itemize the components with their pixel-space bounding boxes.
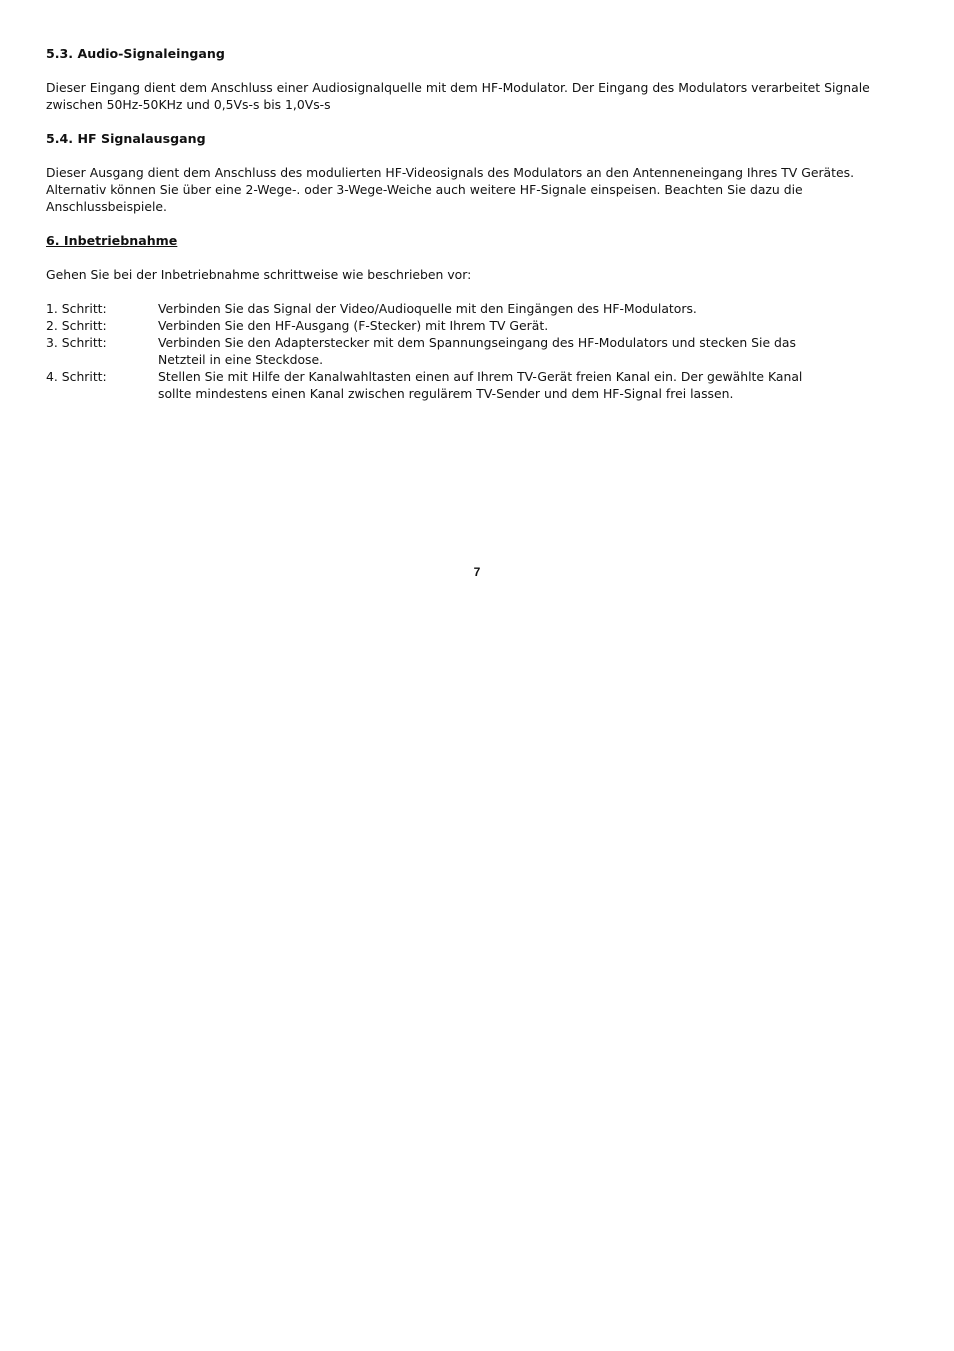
section-heading-rf-output: 5.4. HF Signalausgang (46, 131, 206, 146)
commissioning-intro: Gehen Sie bei der Inbetriebnahme schrittweise wie beschrieben vor: (46, 267, 472, 282)
document-page (46, 45, 916, 402)
step-list (46, 300, 916, 402)
rf-output-paragraph-1: Dieser Ausgang dient dem Anschluss des modulierten HF-Videosignals des Modulators an den Antenneneingang Ihres TV Gerätes. (46, 165, 855, 180)
step-text: Verbinden Sie das Signal der Video/Audioquelle mit den Eingängen des HF-Modulators. (158, 301, 697, 316)
page-number: 7 (473, 565, 481, 579)
step-text: Verbinden Sie den HF-Ausgang (F-Stecker) mit Ihrem TV Gerät. (158, 318, 549, 333)
step-label: 1. Schritt: (46, 301, 107, 316)
step-item (46, 368, 916, 402)
step-item (46, 300, 916, 317)
audio-input-paragraph: Dieser Eingang dient dem Anschluss einer Audiosignalquelle mit dem HF-Modulator. Der Eingang des Modulators verarbeitet Signale zwischen 50Hz-50KHz und 0,5Vs-s bis 1,0Vs-s (46, 80, 870, 112)
step-text: Verbinden Sie den Adapterstecker mit dem Spannungseingang des HF-Modulators und stecken Sie das Netzteil in eine Steckdose. (158, 335, 796, 367)
step-text: Stellen Sie mit Hilfe der Kanalwahltasten einen auf Ihrem TV-Gerät freien Kanal ein. Der gewählte Kanal sollte mindestens einen Kanal zwischen regulärem TV-Sender und dem HF-Signal frei lassen. (158, 369, 803, 401)
step-item (46, 317, 916, 334)
step-label: 4. Schritt: (46, 369, 107, 384)
step-label: 2. Schritt: (46, 318, 107, 333)
step-label: 3. Schritt: (46, 335, 107, 350)
section-heading-commissioning: 6. Inbetriebnahme (46, 233, 178, 248)
rf-output-paragraph-2: Alternativ können Sie über eine 2-Wege-. oder 3-Wege-Weiche auch weitere HF-Signale einspeisen. Beachten Sie dazu die Anschlussbeispiele. (46, 182, 803, 214)
step-item (46, 334, 916, 368)
section-heading-audio-input: 5.3. Audio-Signaleingang (46, 46, 225, 61)
